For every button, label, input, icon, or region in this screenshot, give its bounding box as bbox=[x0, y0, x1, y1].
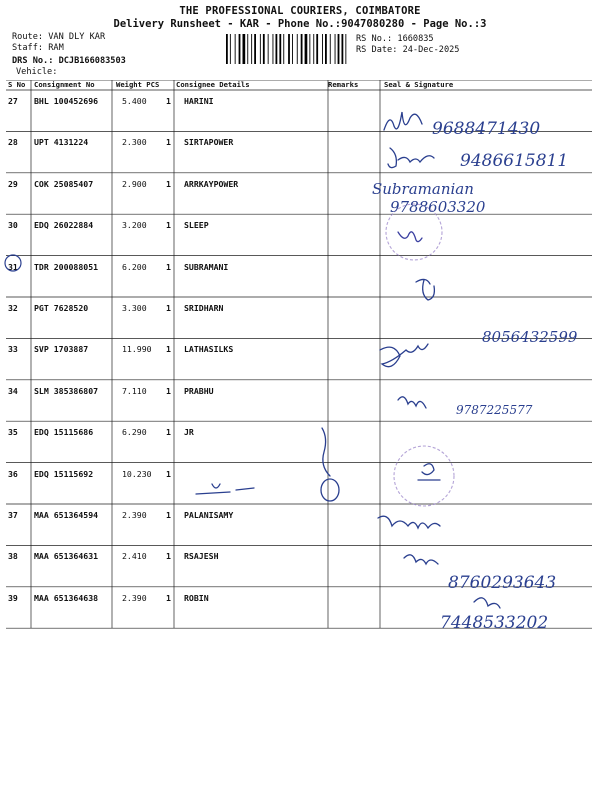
row-weight: 2.410 bbox=[122, 551, 147, 562]
row-sno: 27 bbox=[8, 96, 18, 106]
row-consignee: SUBRAMANI bbox=[184, 261, 229, 272]
row-pcs: 1 bbox=[166, 220, 171, 231]
hw-name-r29: Subramanian bbox=[372, 180, 474, 198]
row-consignment-no: SVP 1703887 bbox=[34, 344, 89, 355]
row-consignment-no: MAA 651364631 bbox=[34, 551, 99, 562]
row-pcs: 1 bbox=[166, 303, 171, 313]
row-consignment-no: TDR 200088051 bbox=[34, 261, 99, 272]
row-consignment-no: PGT 7628520 bbox=[34, 303, 89, 313]
row-consignment-no: EDQ 15115692 bbox=[34, 468, 94, 479]
row-consignment-no: COK 25085407 bbox=[34, 178, 94, 189]
row-weight: 5.400 bbox=[122, 96, 147, 106]
row-consignee: LATHASILKS bbox=[184, 344, 234, 355]
row-consignment-no: EDQ 26022884 bbox=[34, 220, 94, 231]
row-sno: 28 bbox=[8, 137, 18, 148]
row-sno: 30 bbox=[8, 220, 18, 231]
row-consignment-no: BHL 100452696 bbox=[34, 96, 99, 106]
row-weight: 2.390 bbox=[122, 592, 147, 603]
row-pcs: 1 bbox=[166, 178, 171, 189]
row-pcs: 1 bbox=[166, 385, 171, 396]
row-sno: 31 bbox=[8, 261, 18, 272]
row-consignee: PALANISAMY bbox=[184, 510, 234, 520]
col-remarks: Remarks bbox=[328, 80, 359, 89]
row-pcs: 1 bbox=[166, 510, 171, 520]
row-sno: 33 bbox=[8, 344, 18, 355]
row-pcs: 1 bbox=[166, 592, 171, 603]
row-consignee: ARRKAYPOWER bbox=[184, 178, 239, 189]
row-sno: 34 bbox=[8, 385, 18, 396]
barcode-image bbox=[226, 34, 352, 64]
row-weight: 3.300 bbox=[122, 303, 147, 313]
runsheet-table bbox=[6, 80, 592, 630]
row-weight: 10.230 bbox=[122, 468, 152, 479]
row-weight: 6.200 bbox=[122, 261, 147, 272]
row-consignee: JR bbox=[184, 427, 194, 438]
row-sno: 39 bbox=[8, 592, 18, 603]
row-sno: 38 bbox=[8, 551, 18, 562]
hw-phone-r28: 9486615811 bbox=[460, 151, 569, 171]
row-consignment-no: MAA 651364638 bbox=[34, 592, 99, 603]
row-weight: 6.290 bbox=[122, 427, 147, 438]
hw-phone-r29: 9788603320 bbox=[390, 198, 486, 216]
row-sno: 37 bbox=[8, 510, 18, 520]
col-sno: S No bbox=[8, 80, 26, 89]
hw-phone-r38: 8760293643 bbox=[448, 573, 557, 593]
row-consignee: SLEEP bbox=[184, 220, 209, 231]
hw-phone-r39: 7448533202 bbox=[440, 613, 549, 633]
row-consignee: PRABHU bbox=[184, 385, 214, 396]
row-pcs: 1 bbox=[166, 551, 171, 562]
sheet-subtitle: Delivery Runsheet - KAR - Phone No.:9047080280 - Page No.:3 bbox=[113, 18, 487, 30]
row-weight: 3.200 bbox=[122, 220, 147, 231]
row-weight: 2.300 bbox=[122, 137, 147, 148]
row-consignee: SRIDHARN bbox=[184, 303, 224, 313]
table-grid bbox=[6, 80, 592, 630]
row-sno: 29 bbox=[8, 178, 18, 189]
row-weight: 11.990 bbox=[122, 344, 152, 355]
staff-label: Staff: RAM bbox=[12, 43, 64, 53]
row-consignee: RSAJESH bbox=[184, 551, 219, 562]
rs-date: RS Date: 24-Dec-2025 bbox=[356, 45, 460, 55]
drs-label: DRS No.: DCJB166083503 bbox=[12, 56, 126, 66]
col-consignment: Consignment No bbox=[34, 80, 95, 89]
row-consignment-no: SLM 385386807 bbox=[34, 385, 99, 396]
route-label: Route: VAN DLY KAR bbox=[12, 32, 106, 42]
row-consignment-no: UPT 4131224 bbox=[34, 137, 89, 148]
vehicle-label: Vehicle: bbox=[16, 67, 58, 77]
col-consignee: Consignee Details bbox=[176, 80, 250, 89]
row-consignment-no: EDQ 15115686 bbox=[34, 427, 94, 438]
row-sno: 35 bbox=[8, 427, 18, 438]
sheet-title: THE PROFESSIONAL COURIERS, COIMBATORE bbox=[179, 5, 421, 17]
hw-phone-r34: 9787225577 bbox=[456, 403, 533, 417]
row-weight: 2.390 bbox=[122, 510, 147, 520]
rs-number: RS No.: 1660835 bbox=[356, 34, 434, 44]
hw-phone-r32: 8056432599 bbox=[482, 328, 578, 346]
row-consignee: SIRTAPOWER bbox=[184, 137, 234, 148]
col-seal-signature: Seal & Signature bbox=[384, 80, 454, 89]
row-weight: 7.110 bbox=[122, 385, 147, 396]
col-weight-pcs: Weight PCS bbox=[116, 80, 160, 89]
hw-phone-r27: 9688471430 bbox=[432, 119, 541, 139]
row-pcs: 1 bbox=[166, 261, 171, 272]
row-pcs: 1 bbox=[166, 344, 171, 355]
row-pcs: 1 bbox=[166, 468, 171, 479]
row-consignee: HARINI bbox=[184, 96, 214, 106]
row-consignment-no: MAA 651364594 bbox=[34, 510, 99, 520]
row-sno: 36 bbox=[8, 468, 18, 479]
row-pcs: 1 bbox=[166, 427, 171, 438]
row-consignee: ROBIN bbox=[184, 592, 209, 603]
row-weight: 2.900 bbox=[122, 178, 147, 189]
row-pcs: 1 bbox=[166, 96, 171, 106]
row-sno: 32 bbox=[8, 303, 18, 313]
row-pcs: 1 bbox=[166, 137, 171, 148]
